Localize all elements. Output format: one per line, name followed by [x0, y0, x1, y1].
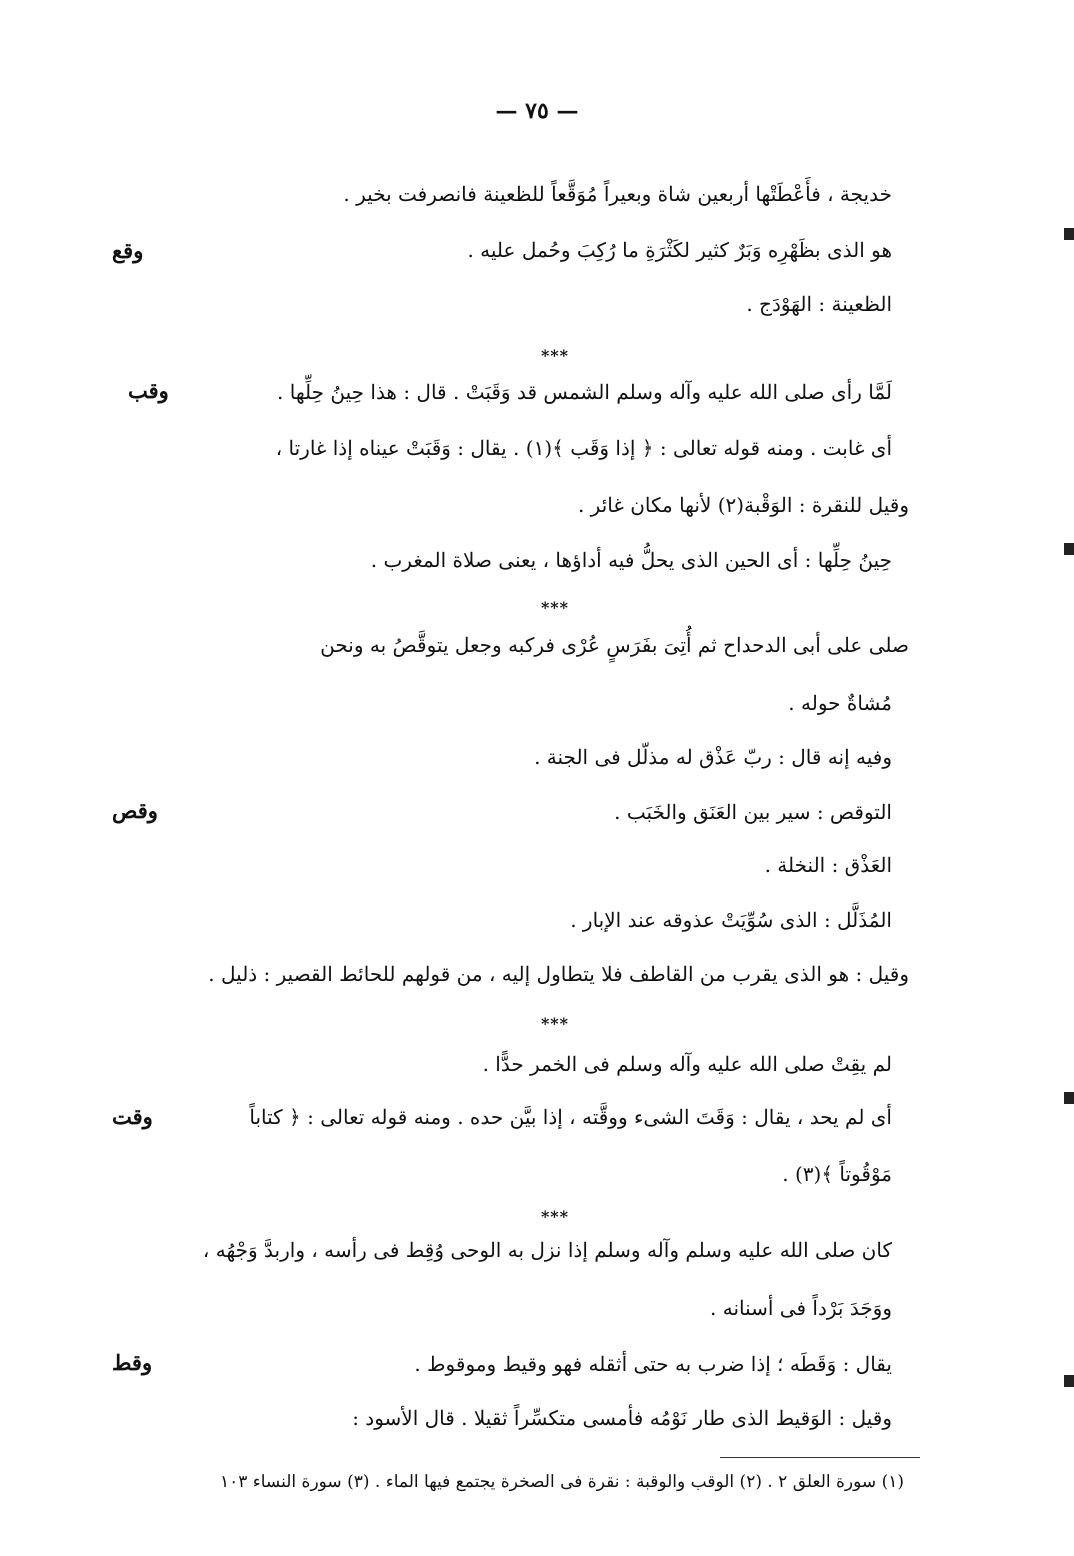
text-line: لم يقِتْ صلى الله عليه وآله وسلم فى الخمر حدًّا . [482, 1052, 892, 1076]
margin-keyword: وقط [112, 1350, 153, 1375]
scan-edge-mark [1064, 1092, 1074, 1104]
text-line: التوقص : سير بين العَنَق والخَبَب . [614, 800, 892, 824]
text-line: صلى على أبى الدحداح ثم أُتِىَ بفَرَسٍ عُرْى فركبه وجعل يتوقَّصُ به ونحن [320, 633, 909, 657]
section-separator: *** [540, 1014, 570, 1033]
scan-edge-mark [1064, 543, 1074, 555]
text-line: مَوْقُوتاً ﴾(٣) . [782, 1162, 892, 1186]
margin-keyword: وقب [128, 378, 169, 403]
text-line: يقال : وَقَطَه ؛ إذا ضرب به حتى أثقله فهو وقيط وموقوط . [414, 1352, 892, 1376]
text-line: أى غابت . ومنه قوله تعالى : ﴿ إذا وَقَب ﴾(١) . يقال : وَقَبَتْ عيناه إذا غارتا ، [275, 436, 892, 460]
text-line: العَذْق : النخلة . [764, 853, 892, 877]
text-line: وقيل : الوَقيط الذى طار نَوْمُه فأمسى متكسِّراً ثقيلا . قال الأسود : [352, 1406, 892, 1430]
text-line: الظعينة : الهَوْدَج . [746, 292, 892, 316]
margin-keyword: وقع [112, 238, 144, 263]
text-line: هو الذى بظَهْرِه وَبَرٌ كثير لكَثْرَةِ ما رُكِبَ وحُمل عليه . [467, 238, 892, 262]
text-line: خديجة ، فأَعْطَتْها أربعين شاة وبعيراً مُوَقَّعاً للظعينة فانصرفت بخير . [343, 182, 892, 206]
text-line: المُذَلَّل : الذى سُوِّيَتْ عذوقه عند الإبار . [570, 908, 892, 932]
margin-keyword: وقص [112, 798, 158, 823]
section-separator: *** [540, 598, 570, 617]
section-separator: *** [540, 346, 570, 365]
page-number: — ٧٥ — [495, 98, 579, 124]
text-line: مُشاةٌ حوله . [788, 691, 892, 715]
section-separator: *** [540, 1207, 570, 1226]
scan-edge-mark [1064, 1375, 1074, 1387]
text-line: وقيل للنقرة : الوَقْبة(٢) لأنها مكان غائر . [577, 493, 909, 517]
footnotes: (١) سورة العلق ٢ . (٢) الوقب والوقبة : نقرة فى الصخرة يجتمع فيها الماء . (٣) سورة النساء ١٠٣ [219, 1472, 904, 1492]
text-line: لَمَّا رأى صلى الله عليه وآله وسلم الشمس قد وَقَبَتْ . قال : هذا حِينُ حِلِّها . [277, 380, 892, 404]
text-line: ووَجَدَ بَرْداً فى أسنانه . [710, 1296, 892, 1320]
text-line: كان صلى الله عليه وسلم وآله وسلم إذا نزل به الوحى وُقِط فى رأسه ، واربدَّ وَجْهُه ، [202, 1238, 892, 1262]
margin-keyword: وقت [112, 1104, 153, 1129]
footnote-rule [720, 1457, 920, 1458]
text-line: أى لم يحد ، يقال : وَقَتَ الشىء ووقَّته ، إذا بيَّن حده . ومنه قوله تعالى : ﴿ كتاباً [249, 1105, 892, 1129]
text-line: وقيل : هو الذى يقرب من القاطف فلا يتطاول إليه ، من قولهم للحائط القصير : ذليل . [208, 962, 909, 986]
text-line: حِينُ حِلِّها : أى الحين الذى يحلُّ فيه أداؤها ، يعنى صلاة المغرب . [370, 548, 892, 572]
text-line: وفيه إنه قال : ربّ عَذْق له مذلّل فى الجنة . [534, 745, 892, 769]
scan-edge-mark [1064, 228, 1074, 240]
